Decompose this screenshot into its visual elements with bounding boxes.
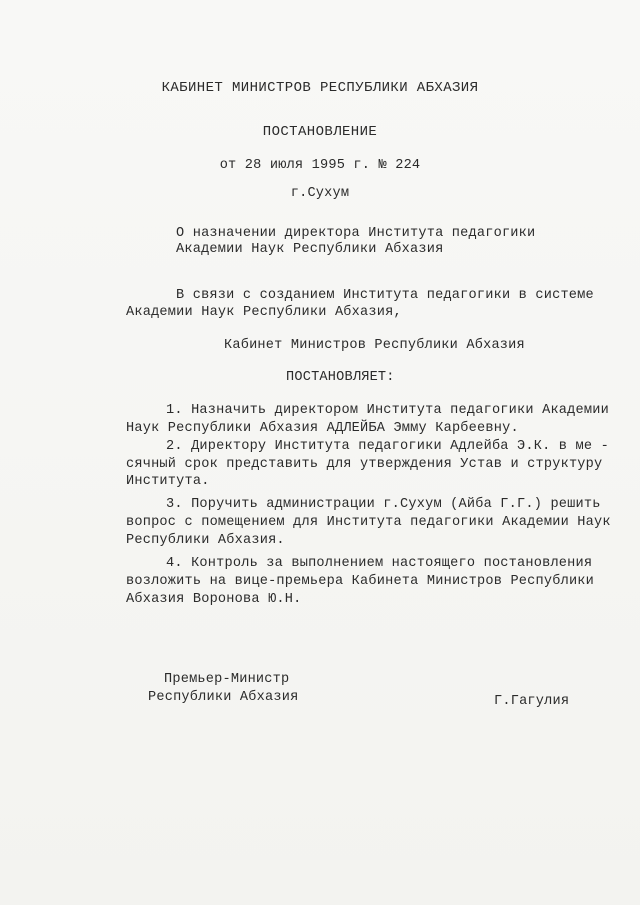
- item-1-line-2: Наук Республики Абхазия АДЛЕЙБА Эмму Карбеевну.: [126, 421, 519, 436]
- preamble-line-2: Академии Наук Республики Абхазия,: [126, 305, 402, 320]
- item-2-line-3: Института.: [126, 474, 210, 489]
- item-3-line-2: вопрос с помещением для Института педагогики Академии Наук: [126, 515, 611, 530]
- item-2-line-1: 2. Директору Института педагогики Адлейба Э.К. в ме -: [166, 439, 609, 454]
- subject-line-2: Академии Наук Республики Абхазия: [176, 242, 444, 257]
- preamble-line-1: В связи с созданием Института педагогики в системе: [176, 288, 594, 303]
- signature-name: Г.Гагулия: [494, 694, 570, 709]
- city: г.Сухум: [290, 186, 350, 201]
- document-type: ПОСТАНОВЛЕНИЕ: [262, 124, 378, 140]
- item-3-line-3: Республики Абхазия.: [126, 533, 285, 548]
- date-and-number: от 28 июля 1995 г. № 224: [219, 158, 421, 173]
- item-1-line-1: 1. Назначить директором Института педагогики Академии: [166, 403, 609, 418]
- subject-line-1: О назначении директора Института педагогики: [176, 226, 536, 241]
- organization-heading: КАБИНЕТ МИНИСТРОВ РЕСПУБЛИКИ АБХАЗИЯ: [161, 80, 479, 96]
- resolves-heading: ПОСТАНОВЛЯЕТ:: [286, 370, 395, 385]
- item-4-line-1: 4. Контроль за выполнением настоящего постановления: [166, 556, 593, 571]
- signature-position-line-2: Республики Абхазия: [148, 690, 299, 705]
- item-4-line-3: Абхазия Воронова Ю.Н.: [126, 592, 302, 607]
- item-3-line-1: 3. Поручить администрации г.Сухум (Айба Г.Г.) решить: [166, 497, 601, 512]
- authority: Кабинет Министров Республики Абхазия: [224, 338, 525, 353]
- item-4-line-2: возложить на вице-премьера Кабинета Министров Республики: [126, 574, 595, 589]
- item-2-line-2: сячный срок представить для утверждения Устав и структуру: [126, 457, 603, 472]
- signature-position-line-1: Премьер-Министр: [164, 672, 290, 687]
